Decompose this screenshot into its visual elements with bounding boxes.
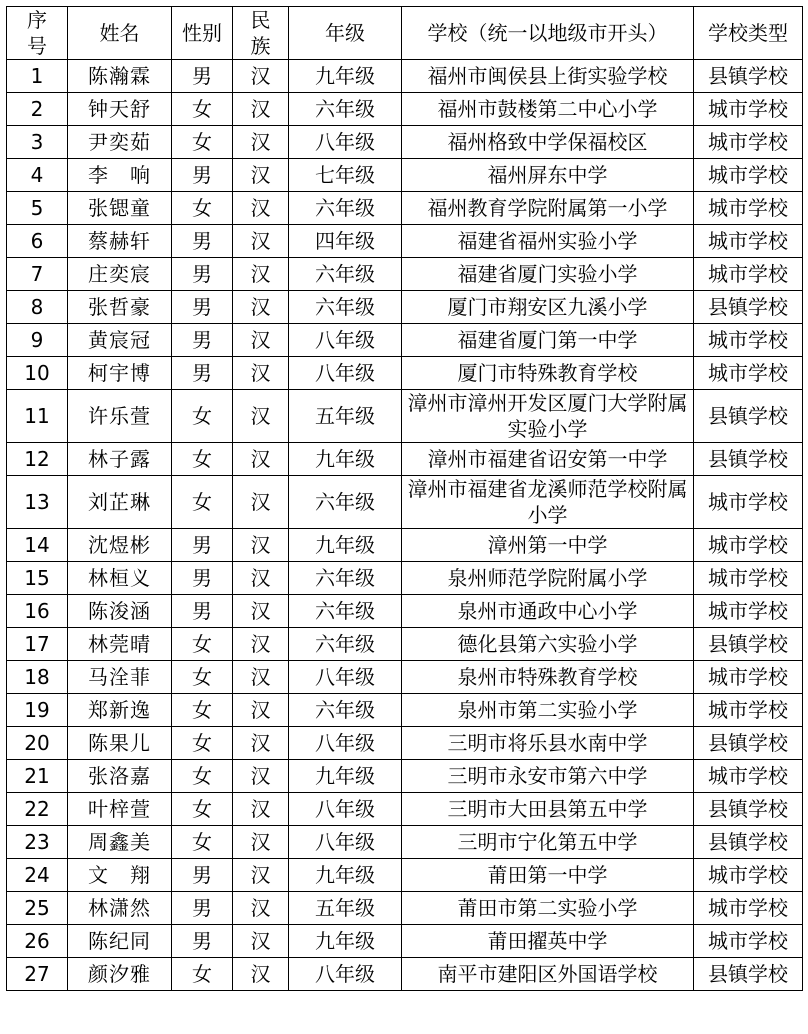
cell-ethnicity: 汉	[233, 126, 289, 159]
cell-school: 莆田擢英中学	[402, 925, 694, 958]
cell-name: 郑新逸	[68, 694, 172, 727]
cell-grade: 六年级	[289, 192, 402, 225]
cell-gender: 女	[172, 390, 233, 443]
cell-grade: 八年级	[289, 727, 402, 760]
cell-name: 刘芷琳	[68, 476, 172, 529]
cell-name: 叶梓萱	[68, 793, 172, 826]
cell-index: 10	[7, 357, 68, 390]
cell-grade: 九年级	[289, 925, 402, 958]
cell-index: 12	[7, 443, 68, 476]
cell-gender: 女	[172, 760, 233, 793]
cell-gender: 男	[172, 258, 233, 291]
cell-gender: 女	[172, 727, 233, 760]
cell-school: 三明市永安市第六中学	[402, 760, 694, 793]
cell-school: 南平市建阳区外国语学校	[402, 958, 694, 991]
table-row	[7, 159, 803, 192]
cell-grade: 八年级	[289, 958, 402, 991]
cell-school: 漳州市福建省龙溪师范学校附属小学	[402, 476, 694, 529]
cell-school: 德化县第六实验小学	[402, 628, 694, 661]
cell-school: 莆田市第二实验小学	[402, 892, 694, 925]
cell-school-type: 县镇学校	[694, 60, 803, 93]
cell-gender: 男	[172, 225, 233, 258]
cell-name: 颜汐雅	[68, 958, 172, 991]
cell-grade: 六年级	[289, 476, 402, 529]
cell-ethnicity: 汉	[233, 258, 289, 291]
cell-grade: 八年级	[289, 357, 402, 390]
cell-school-type: 城市学校	[694, 859, 803, 892]
cell-gender: 男	[172, 529, 233, 562]
cell-index: 19	[7, 694, 68, 727]
cell-school: 厦门市翔安区九溪小学	[402, 291, 694, 324]
cell-school-type: 城市学校	[694, 225, 803, 258]
table-row	[7, 529, 803, 562]
table-row	[7, 595, 803, 628]
cell-ethnicity: 汉	[233, 443, 289, 476]
header-row	[7, 7, 803, 60]
cell-ethnicity: 汉	[233, 390, 289, 443]
cell-index: 25	[7, 892, 68, 925]
cell-school-type: 城市学校	[694, 476, 803, 529]
table-row	[7, 859, 803, 892]
cell-name: 林莞晴	[68, 628, 172, 661]
cell-name: 马洤菲	[68, 661, 172, 694]
cell-gender: 男	[172, 859, 233, 892]
table-row	[7, 727, 803, 760]
cell-gender: 男	[172, 357, 233, 390]
cell-school: 福州教育学院附属第一小学	[402, 192, 694, 225]
cell-gender: 男	[172, 892, 233, 925]
cell-name: 沈煜彬	[68, 529, 172, 562]
cell-gender: 女	[172, 192, 233, 225]
cell-ethnicity: 汉	[233, 476, 289, 529]
cell-name: 黄宸冠	[68, 324, 172, 357]
cell-ethnicity: 汉	[233, 727, 289, 760]
table-row	[7, 925, 803, 958]
cell-ethnicity: 汉	[233, 661, 289, 694]
cell-ethnicity: 汉	[233, 529, 289, 562]
cell-school: 福建省福州实验小学	[402, 225, 694, 258]
cell-school-type: 城市学校	[694, 694, 803, 727]
cell-school: 福州市闽侯县上街实验学校	[402, 60, 694, 93]
table-row	[7, 390, 803, 443]
table-row	[7, 93, 803, 126]
cell-grade: 六年级	[289, 291, 402, 324]
cell-school-type: 城市学校	[694, 892, 803, 925]
cell-school-type: 城市学校	[694, 192, 803, 225]
cell-grade: 五年级	[289, 892, 402, 925]
cell-ethnicity: 汉	[233, 93, 289, 126]
cell-gender: 女	[172, 476, 233, 529]
table-row	[7, 126, 803, 159]
cell-ethnicity: 汉	[233, 793, 289, 826]
cell-index: 8	[7, 291, 68, 324]
cell-gender: 男	[172, 324, 233, 357]
cell-grade: 六年级	[289, 93, 402, 126]
table-row	[7, 60, 803, 93]
cell-index: 1	[7, 60, 68, 93]
cell-gender: 女	[172, 93, 233, 126]
cell-school-type: 城市学校	[694, 126, 803, 159]
cell-index: 20	[7, 727, 68, 760]
table-row	[7, 324, 803, 357]
cell-name: 尹奕茹	[68, 126, 172, 159]
cell-school: 漳州市福建省诏安第一中学	[402, 443, 694, 476]
cell-school: 泉州市第二实验小学	[402, 694, 694, 727]
cell-grade: 六年级	[289, 258, 402, 291]
cell-ethnicity: 汉	[233, 760, 289, 793]
cell-index: 21	[7, 760, 68, 793]
cell-grade: 六年级	[289, 628, 402, 661]
cell-name: 周鑫美	[68, 826, 172, 859]
cell-grade: 五年级	[289, 390, 402, 443]
cell-gender: 男	[172, 595, 233, 628]
cell-name: 张哲豪	[68, 291, 172, 324]
cell-grade: 八年级	[289, 826, 402, 859]
table-row	[7, 958, 803, 991]
cell-gender: 女	[172, 958, 233, 991]
cell-school-type: 城市学校	[694, 93, 803, 126]
cell-grade: 九年级	[289, 443, 402, 476]
cell-school-type: 城市学校	[694, 925, 803, 958]
cell-ethnicity: 汉	[233, 291, 289, 324]
table-row	[7, 628, 803, 661]
cell-ethnicity: 汉	[233, 225, 289, 258]
cell-school-type: 城市学校	[694, 258, 803, 291]
cell-index: 6	[7, 225, 68, 258]
cell-grade: 九年级	[289, 60, 402, 93]
cell-name: 林桓义	[68, 562, 172, 595]
cell-name: 陈纪同	[68, 925, 172, 958]
cell-gender: 女	[172, 826, 233, 859]
cell-gender: 男	[172, 291, 233, 324]
cell-school: 福建省厦门第一中学	[402, 324, 694, 357]
cell-grade: 七年级	[289, 159, 402, 192]
cell-grade: 八年级	[289, 324, 402, 357]
cell-ethnicity: 汉	[233, 892, 289, 925]
header-school: 学校（统一以地级市开头）	[402, 7, 694, 60]
cell-ethnicity: 汉	[233, 925, 289, 958]
header-school-type: 学校类型	[694, 7, 803, 60]
header-name: 姓名	[68, 7, 172, 60]
table-row	[7, 357, 803, 390]
table-row	[7, 192, 803, 225]
cell-school-type: 县镇学校	[694, 291, 803, 324]
cell-ethnicity: 汉	[233, 192, 289, 225]
table-row	[7, 476, 803, 529]
cell-name: 陈浚涵	[68, 595, 172, 628]
header-index	[7, 7, 68, 60]
cell-grade: 八年级	[289, 793, 402, 826]
cell-school: 泉州市通政中心小学	[402, 595, 694, 628]
cell-name: 陈果儿	[68, 727, 172, 760]
cell-school-type: 城市学校	[694, 661, 803, 694]
table-row	[7, 443, 803, 476]
cell-school-type: 城市学校	[694, 562, 803, 595]
cell-grade: 六年级	[289, 562, 402, 595]
cell-name: 许乐萱	[68, 390, 172, 443]
cell-school: 福州格致中学保福校区	[402, 126, 694, 159]
table-row	[7, 225, 803, 258]
cell-ethnicity: 汉	[233, 324, 289, 357]
cell-index: 22	[7, 793, 68, 826]
cell-grade: 九年级	[289, 859, 402, 892]
cell-school-type: 县镇学校	[694, 727, 803, 760]
cell-index: 5	[7, 192, 68, 225]
cell-school-type: 城市学校	[694, 324, 803, 357]
cell-name: 林子露	[68, 443, 172, 476]
cell-school-type: 城市学校	[694, 357, 803, 390]
table-row	[7, 793, 803, 826]
cell-ethnicity: 汉	[233, 357, 289, 390]
cell-ethnicity: 汉	[233, 958, 289, 991]
cell-name: 陈瀚霖	[68, 60, 172, 93]
table-row	[7, 258, 803, 291]
cell-index: 23	[7, 826, 68, 859]
header-gender: 性别	[172, 7, 233, 60]
cell-grade: 六年级	[289, 694, 402, 727]
cell-ethnicity: 汉	[233, 60, 289, 93]
cell-ethnicity: 汉	[233, 826, 289, 859]
table-row	[7, 826, 803, 859]
cell-grade: 六年级	[289, 595, 402, 628]
cell-index: 13	[7, 476, 68, 529]
cell-name: 李 响	[68, 159, 172, 192]
table-row	[7, 562, 803, 595]
cell-school-type: 县镇学校	[694, 958, 803, 991]
table-row	[7, 291, 803, 324]
cell-school: 福州市鼓楼第二中心小学	[402, 93, 694, 126]
cell-school: 厦门市特殊教育学校	[402, 357, 694, 390]
cell-index: 9	[7, 324, 68, 357]
cell-index: 27	[7, 958, 68, 991]
cell-gender: 女	[172, 443, 233, 476]
table-row	[7, 661, 803, 694]
cell-school: 福州屏东中学	[402, 159, 694, 192]
cell-school-type: 城市学校	[694, 529, 803, 562]
cell-grade: 八年级	[289, 126, 402, 159]
cell-index: 17	[7, 628, 68, 661]
table-row	[7, 694, 803, 727]
cell-school: 泉州市特殊教育学校	[402, 661, 694, 694]
cell-index: 18	[7, 661, 68, 694]
cell-gender: 女	[172, 793, 233, 826]
cell-gender: 女	[172, 694, 233, 727]
cell-index: 14	[7, 529, 68, 562]
table-body	[7, 60, 803, 991]
table-row	[7, 892, 803, 925]
cell-index: 4	[7, 159, 68, 192]
cell-ethnicity: 汉	[233, 628, 289, 661]
cell-school: 泉州师范学院附属小学	[402, 562, 694, 595]
cell-ethnicity: 汉	[233, 595, 289, 628]
cell-grade: 八年级	[289, 661, 402, 694]
cell-index: 24	[7, 859, 68, 892]
cell-ethnicity: 汉	[233, 694, 289, 727]
cell-school: 三明市大田县第五中学	[402, 793, 694, 826]
cell-index: 3	[7, 126, 68, 159]
student-table	[6, 6, 803, 991]
header-grade: 年级	[289, 7, 402, 60]
cell-name: 钟天舒	[68, 93, 172, 126]
cell-school-type: 城市学校	[694, 760, 803, 793]
cell-school-type: 城市学校	[694, 159, 803, 192]
cell-index: 15	[7, 562, 68, 595]
cell-school-type: 城市学校	[694, 595, 803, 628]
cell-index: 11	[7, 390, 68, 443]
cell-school: 莆田第一中学	[402, 859, 694, 892]
cell-grade: 四年级	[289, 225, 402, 258]
cell-gender: 女	[172, 628, 233, 661]
header-ethnicity-text: 民 族	[250, 8, 271, 58]
cell-ethnicity: 汉	[233, 159, 289, 192]
cell-name: 张洛嘉	[68, 760, 172, 793]
cell-gender: 男	[172, 562, 233, 595]
cell-school-type: 县镇学校	[694, 443, 803, 476]
cell-school: 福建省厦门实验小学	[402, 258, 694, 291]
cell-school-type: 县镇学校	[694, 826, 803, 859]
cell-name: 庄奕宸	[68, 258, 172, 291]
cell-school: 三明市将乐县水南中学	[402, 727, 694, 760]
cell-ethnicity: 汉	[233, 859, 289, 892]
cell-gender: 女	[172, 661, 233, 694]
cell-school: 漳州市漳州开发区厦门大学附属实验小学	[402, 390, 694, 443]
cell-gender: 男	[172, 925, 233, 958]
cell-name: 柯宇博	[68, 357, 172, 390]
cell-school-type: 县镇学校	[694, 390, 803, 443]
cell-index: 26	[7, 925, 68, 958]
table-row	[7, 760, 803, 793]
cell-index: 7	[7, 258, 68, 291]
cell-school-type: 县镇学校	[694, 628, 803, 661]
cell-grade: 九年级	[289, 760, 402, 793]
cell-name: 文 翔	[68, 859, 172, 892]
cell-school: 三明市宁化第五中学	[402, 826, 694, 859]
cell-ethnicity: 汉	[233, 562, 289, 595]
cell-school-type: 县镇学校	[694, 793, 803, 826]
header-ethnicity	[233, 7, 289, 60]
cell-name: 林潇然	[68, 892, 172, 925]
cell-name: 张锶童	[68, 192, 172, 225]
cell-school: 漳州第一中学	[402, 529, 694, 562]
header-index-text: 序 号	[27, 8, 47, 58]
cell-gender: 男	[172, 60, 233, 93]
cell-grade: 九年级	[289, 529, 402, 562]
cell-name: 蔡赫轩	[68, 225, 172, 258]
cell-index: 2	[7, 93, 68, 126]
cell-gender: 男	[172, 159, 233, 192]
cell-gender: 女	[172, 126, 233, 159]
cell-index: 16	[7, 595, 68, 628]
